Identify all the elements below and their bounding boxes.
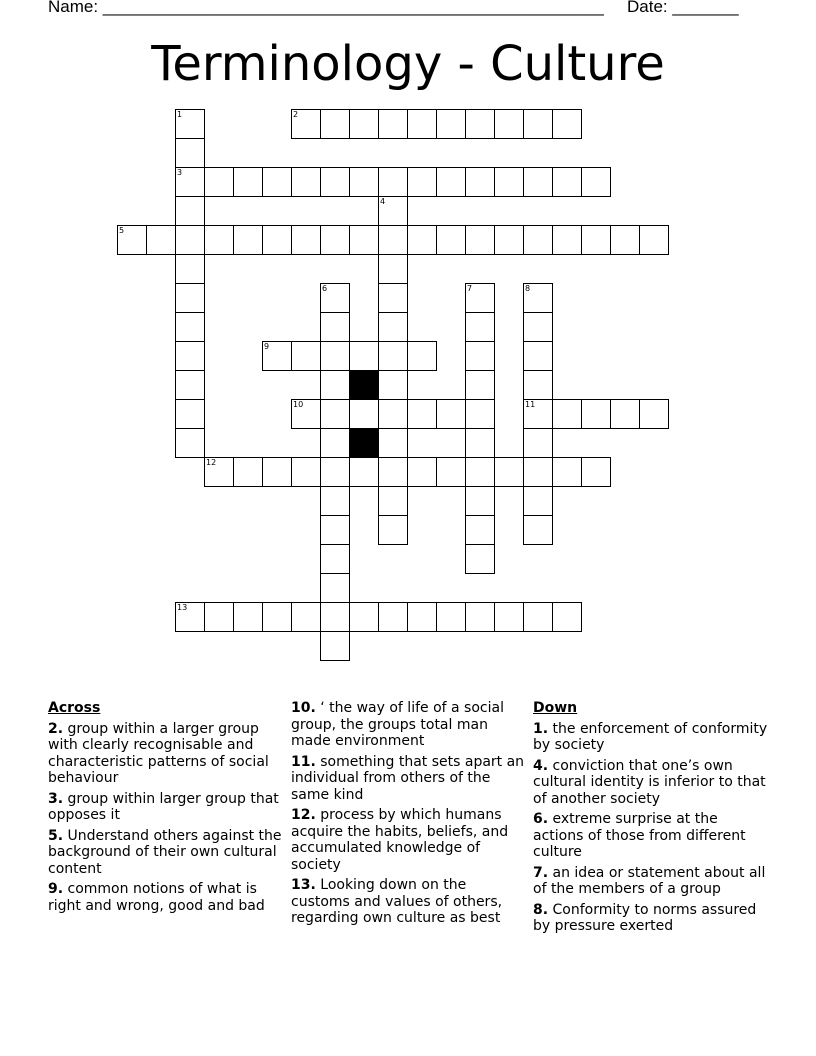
crossword-cell[interactable] (494, 225, 524, 255)
crossword-cell[interactable] (436, 167, 466, 197)
down-clue: 6. extreme surprise at the actions of those from different culture (533, 811, 746, 860)
across-clue: 10. ‘ the way of life of a social group, the groups total man made environment (291, 700, 504, 749)
crossword-cell[interactable] (523, 109, 553, 139)
crossword-cell[interactable] (523, 486, 553, 516)
across-clue: 11. something that sets apart an individual from others of the same kind (291, 753, 525, 803)
clue-number: 4 (380, 197, 386, 206)
crossword-cell[interactable] (320, 312, 350, 342)
crossword-cell[interactable] (204, 167, 234, 197)
crossword-cell[interactable] (291, 457, 321, 487)
crossword-cell[interactable] (233, 225, 263, 255)
crossword-cell[interactable] (320, 457, 350, 487)
crossword-cell[interactable] (320, 370, 350, 400)
crossword-cell[interactable] (523, 225, 553, 255)
crossword-cell[interactable] (204, 457, 234, 487)
crossword-cell[interactable] (204, 602, 234, 632)
down-clue: 8. Conformity to norms assured by pressure exerted (533, 901, 757, 934)
crossword-cell[interactable] (581, 457, 611, 487)
crossword-cell[interactable] (378, 428, 408, 458)
date-line[interactable]: Date: _______ (627, 0, 739, 16)
crossword-cell[interactable] (320, 109, 350, 139)
across-clue: 9. common notions of what is right and wrong, good and bad (48, 881, 265, 914)
crossword-cell[interactable] (349, 109, 379, 139)
crossword-cell[interactable] (291, 399, 321, 429)
crossword-cell[interactable] (465, 370, 495, 400)
clue-number: 5 (119, 226, 125, 235)
clue-number: 2 (293, 110, 299, 119)
crossword-cell[interactable] (320, 167, 350, 197)
clue-number: 7 (467, 284, 473, 293)
crossword-cell[interactable] (465, 544, 495, 574)
crossword-cell[interactable] (465, 312, 495, 342)
crossword-cell[interactable] (378, 283, 408, 313)
crossword-cell[interactable] (523, 515, 553, 545)
crossword-cell[interactable] (262, 225, 292, 255)
crossword-cell[interactable] (320, 341, 350, 371)
crossword-cell[interactable] (465, 283, 495, 313)
crossword-cell[interactable] (378, 341, 408, 371)
crossword-cell[interactable] (436, 602, 466, 632)
crossword-cell[interactable] (378, 515, 408, 545)
black-square (349, 428, 379, 458)
clue-number: 3 (177, 168, 183, 177)
crossword-cell[interactable] (465, 602, 495, 632)
crossword-cell[interactable] (407, 109, 437, 139)
crossword-cell[interactable] (175, 167, 205, 197)
crossword-cell[interactable] (523, 341, 553, 371)
crossword-cell[interactable] (291, 602, 321, 632)
crossword-cell[interactable] (407, 341, 437, 371)
crossword-cell[interactable] (320, 631, 350, 661)
crossword-cell[interactable] (291, 225, 321, 255)
crossword-cell[interactable] (291, 341, 321, 371)
crossword-cell[interactable] (552, 457, 582, 487)
crossword-cell[interactable] (610, 225, 640, 255)
crossword-cell[interactable] (320, 225, 350, 255)
crossword-cell[interactable] (320, 283, 350, 313)
crossword-cell[interactable] (523, 602, 553, 632)
crossword-cell[interactable] (436, 399, 466, 429)
crossword-cell[interactable] (552, 602, 582, 632)
across-clue: 13. Looking down on the customs and values of others, regarding own culture as best (291, 877, 503, 926)
name-line[interactable]: Name: _____________________________________________________ (48, 0, 604, 16)
crossword-cell[interactable] (320, 428, 350, 458)
crossword-cell[interactable] (465, 515, 495, 545)
clue-number: 1 (177, 110, 183, 119)
clue-number: 8 (525, 284, 531, 293)
crossword-cell[interactable] (639, 225, 669, 255)
crossword-cell[interactable] (465, 341, 495, 371)
crossword-cell[interactable] (465, 109, 495, 139)
crossword-cell[interactable] (175, 254, 205, 284)
crossword-cell[interactable] (204, 225, 234, 255)
crossword-cell[interactable] (320, 486, 350, 516)
crossword-cell[interactable] (378, 167, 408, 197)
crossword-cell[interactable] (349, 341, 379, 371)
across-clue: 5. Understand others against the background of their own cultural content (48, 827, 282, 877)
clue-number: 6 (322, 284, 328, 293)
crossword-cell[interactable] (407, 167, 437, 197)
crossword-cell[interactable] (262, 341, 292, 371)
across-clue: 3. group within larger group that opposes it (48, 790, 279, 823)
across-clue: 12. process by which humans acquire the habits, beliefs, and accumulated knowledge of society (291, 807, 509, 873)
crossword-cell[interactable] (233, 167, 263, 197)
crossword-cell[interactable] (349, 457, 379, 487)
down-heading: Down (533, 700, 578, 716)
clue-number: 10 (293, 400, 304, 409)
down-clues-column (533, 700, 769, 939)
crossword-cell[interactable] (436, 225, 466, 255)
crossword-cell[interactable] (291, 167, 321, 197)
crossword-cell[interactable] (436, 457, 466, 487)
crossword-cell[interactable] (233, 602, 263, 632)
crossword-cell[interactable] (175, 225, 205, 255)
crossword-cell[interactable] (552, 109, 582, 139)
clue-number: 11 (525, 400, 536, 409)
crossword-cell[interactable] (407, 602, 437, 632)
crossword-cell[interactable] (407, 399, 437, 429)
crossword-cell[interactable] (552, 399, 582, 429)
crossword-cell[interactable] (378, 225, 408, 255)
crossword-cell[interactable] (320, 544, 350, 574)
crossword-cell[interactable] (378, 457, 408, 487)
across-clues-column-1 (48, 700, 284, 918)
crossword-cell[interactable] (175, 602, 205, 632)
crossword-cell[interactable] (320, 602, 350, 632)
clue-number: 9 (264, 342, 270, 351)
black-square (349, 370, 379, 400)
crossword-cell[interactable] (233, 457, 263, 487)
crossword-cell[interactable] (175, 428, 205, 458)
across-clues-column-2 (291, 700, 525, 931)
crossword-cell[interactable] (523, 399, 553, 429)
crossword-cell[interactable] (494, 602, 524, 632)
down-clue: 7. an idea or statement about all of the members of a group (533, 864, 766, 897)
crossword-cell[interactable] (175, 283, 205, 313)
crossword-cell[interactable] (610, 399, 640, 429)
crossword-cell[interactable] (349, 225, 379, 255)
crossword-cell[interactable] (262, 602, 292, 632)
crossword-cell[interactable] (378, 399, 408, 429)
crossword-cell[interactable] (262, 167, 292, 197)
crossword-cell[interactable] (523, 167, 553, 197)
crossword-cell[interactable] (581, 225, 611, 255)
crossword-cell[interactable] (175, 196, 205, 226)
crossword-cell[interactable] (378, 370, 408, 400)
across-heading: Across (48, 700, 101, 716)
crossword-cell[interactable] (407, 225, 437, 255)
crossword-cell[interactable] (320, 515, 350, 545)
crossword-cell[interactable] (175, 370, 205, 400)
crossword-cell[interactable] (465, 399, 495, 429)
crossword-cell[interactable] (378, 602, 408, 632)
crossword-cell[interactable] (378, 196, 408, 226)
crossword-cell[interactable] (407, 457, 437, 487)
crossword-cell[interactable] (291, 109, 321, 139)
crossword-cell[interactable] (378, 109, 408, 139)
crossword-cell[interactable] (175, 109, 205, 139)
crossword-cell[interactable] (523, 283, 553, 313)
crossword-cell[interactable] (465, 486, 495, 516)
crossword-cell[interactable] (465, 428, 495, 458)
crossword-cell[interactable] (581, 167, 611, 197)
crossword-cell[interactable] (146, 225, 176, 255)
page-title: Terminology - Culture (151, 36, 665, 92)
crossword-cell[interactable] (639, 399, 669, 429)
crossword-cell[interactable] (349, 167, 379, 197)
crossword-cell[interactable] (378, 486, 408, 516)
crossword-cell[interactable] (552, 225, 582, 255)
crossword-cell[interactable] (378, 312, 408, 342)
across-clue: 2. group within a larger group with clearly recognisable and characteristic patterns of social behaviour (48, 720, 269, 786)
crossword-cell[interactable] (117, 225, 147, 255)
crossword-cell[interactable] (523, 428, 553, 458)
crossword-cell[interactable] (494, 109, 524, 139)
crossword-cell[interactable] (320, 399, 350, 429)
crossword-cell[interactable] (175, 138, 205, 168)
crossword-cell[interactable] (349, 399, 379, 429)
down-clue: 1. the enforcement of conformity by society (533, 720, 768, 753)
crossword-cell[interactable] (465, 225, 495, 255)
clue-number: 13 (177, 603, 188, 612)
crossword-cell[interactable] (494, 457, 524, 487)
crossword-cell[interactable] (552, 167, 582, 197)
crossword-cell[interactable] (523, 312, 553, 342)
crossword-cell[interactable] (436, 109, 466, 139)
crossword-cell[interactable] (523, 457, 553, 487)
crossword-cell[interactable] (494, 167, 524, 197)
crossword-cell[interactable] (175, 341, 205, 371)
crossword-cell[interactable] (465, 167, 495, 197)
crossword-cell[interactable] (581, 399, 611, 429)
crossword-cell[interactable] (262, 457, 292, 487)
crossword-cell[interactable] (175, 312, 205, 342)
crossword-cell[interactable] (175, 399, 205, 429)
clue-number: 12 (206, 458, 217, 467)
down-clue: 4. conviction that one’s own cultural identity is inferior to that of another society (533, 757, 766, 807)
crossword-cell[interactable] (349, 602, 379, 632)
crossword-cell[interactable] (523, 370, 553, 400)
crossword-cell[interactable] (378, 254, 408, 284)
crossword-cell[interactable] (320, 573, 350, 603)
crossword-cell[interactable] (465, 457, 495, 487)
